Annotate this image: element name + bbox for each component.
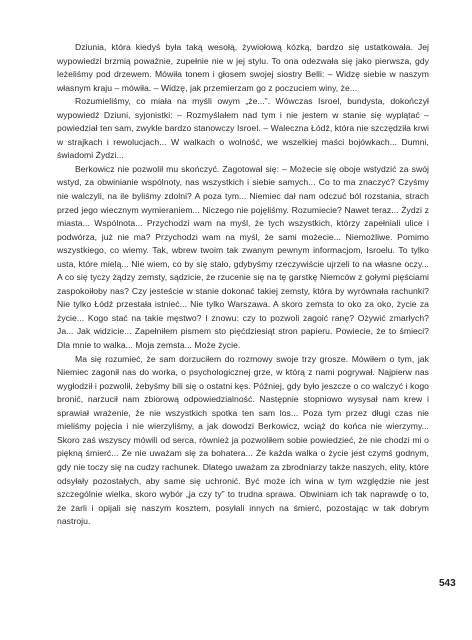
paragraph-4: Ma się rozumieć, że sam dorzuciłem do rozmowy swoje trzy grosze. Mówiłem o tym, jak Niemiec zagonił nas do worka, o psychologicznej grze, w którą z nami pogrywał. Najpierw nas wygłodził i pozwolił, żebyśmy bili się o ostatni kęs. Później, gdy było jeszcze o co walczyć i kogo bronić, narzucił nam zbiorową odpowiedzialność. Następnie stopniowo wysysał nam krew i sprawiał wrażenie, że nie wszystkich spotka ten sam los... Poza tym przez długi czas nie mieliśmy pojęcia i nie wierzyliśmy, a jak dowodzi Berkowicz, wciąż do końca nie wierzymy... Skoro zaś wszyscy mówili od serca, również ja pozwoliłem sobie powiedzieć, że nie chodzi mi o piękną śmierć... Że nie uważam się za bohatera... Że każda walka o życie jest czymś godnym, gdy nie toczy się na cudzy rachunek. Dlatego uważam za zbrodniarzy także naszych, elity, które odsyłały pozostałych, aby same się uchronić. Być może ich wina w tym względzie nie jest szczególnie wielka, skoro wybór „ja czy ty” to trudna sprawa. Obwiniam ich tak naprawdę o to, że żarli i opijali się naszym kosztem, posyłali innych na śmierć, pozostając w tak dobrym nastroju.	[57, 353, 429, 527]
paragraph-2: Rozumieliśmy, co miała na myśli owym „że...”. Wówczas Isroel, bundysta, dokończył wypowiedź Dziuni, syjonistki: – Rozmyślałem nad tym i nie jestem w stanie się wyplątać – powiedział ten sam, zwykle bardzo stanowczy Isroel. – Waleczna Łódź, która nie szczędziła krwi w strajkach i rewolucjach... W walkach o wolność, we wszelkiej maści bojówkach... Dumni, świadomi Żydzi...	[57, 96, 429, 161]
body-text	[57, 41, 429, 529]
paragraph-1: Dziunia, która kiedyś była taką wesołą, żywiołową kózką, bardzo się ustatkowała. Jej wypowiedzi brzmią poważnie, zupełnie nie w jej stylu. To ona odezwała się jako pierwsza, gdy leżeliśmy pod drzewem. Mówiła tonem i głosem swojej siostry Belli: – Widzę siebie w naszym własnym kraju – mówiła. – Widzę, jak przemierzam go z poczuciem winy, że...	[57, 42, 429, 93]
paragraph-3: Berkowicz nie pozwolił mu skończyć. Zagotował się: – Możecie się oboje wstydzić za swój wstyd, za obwinianie wspólnoty, nas wszystkich i siebie samych... Co to ma znaczyć? Czyśmy nie walczyli, na ile byliśmy zdolni? A poza tym... Niemiec dał nam odczuć ból rozstania, strach przed jego wiecznym wymieraniem... Niczego nie pojęliśmy. Rozumiecie? Nawet teraz... Żydzi z miasta... Wspólnota... Przychodzi wam na myśl, że tych wszystkich, którzy zapełniali ulice i podwórza, już nie ma? Przychodzi wam na myśl, że sami możecie... Niemożliwe. Pomimo wszystkiego, co wiemy. Tak, wbrew twoim tak zwanym pewnym informacjom, Isroelu. To tylko usta, które mielą... Nie wiem, co by się stało, gdybyśmy rzeczywiście ujrzeli to na własne oczy... A co się tyczy żądzy zemsty, sądzicie, że rzucenie się na tę garstkę Niemców z gołymi pięściami zaspokoiłoby nas? Czy jesteście w stanie dokonać takiej zemsty, która by wyrównała rachunki? Nie tylko Łódź przestała istnieć... Nie tylko Warszawa. A skoro zemsta to oko za oko, życie za życie... Kogo stać na takie męstwo? I znowu: czy to pozwoli zagoić ranę? Ożywić zmarłych? Ja... Jak widzicie... Zapełniłem pismem sto pięćdziesiąt stron papieru. Powiecie, że to śmieci? Dla mnie to walka... Moja zemsta... Może życie.	[57, 163, 429, 351]
page-number: 543	[439, 578, 456, 589]
